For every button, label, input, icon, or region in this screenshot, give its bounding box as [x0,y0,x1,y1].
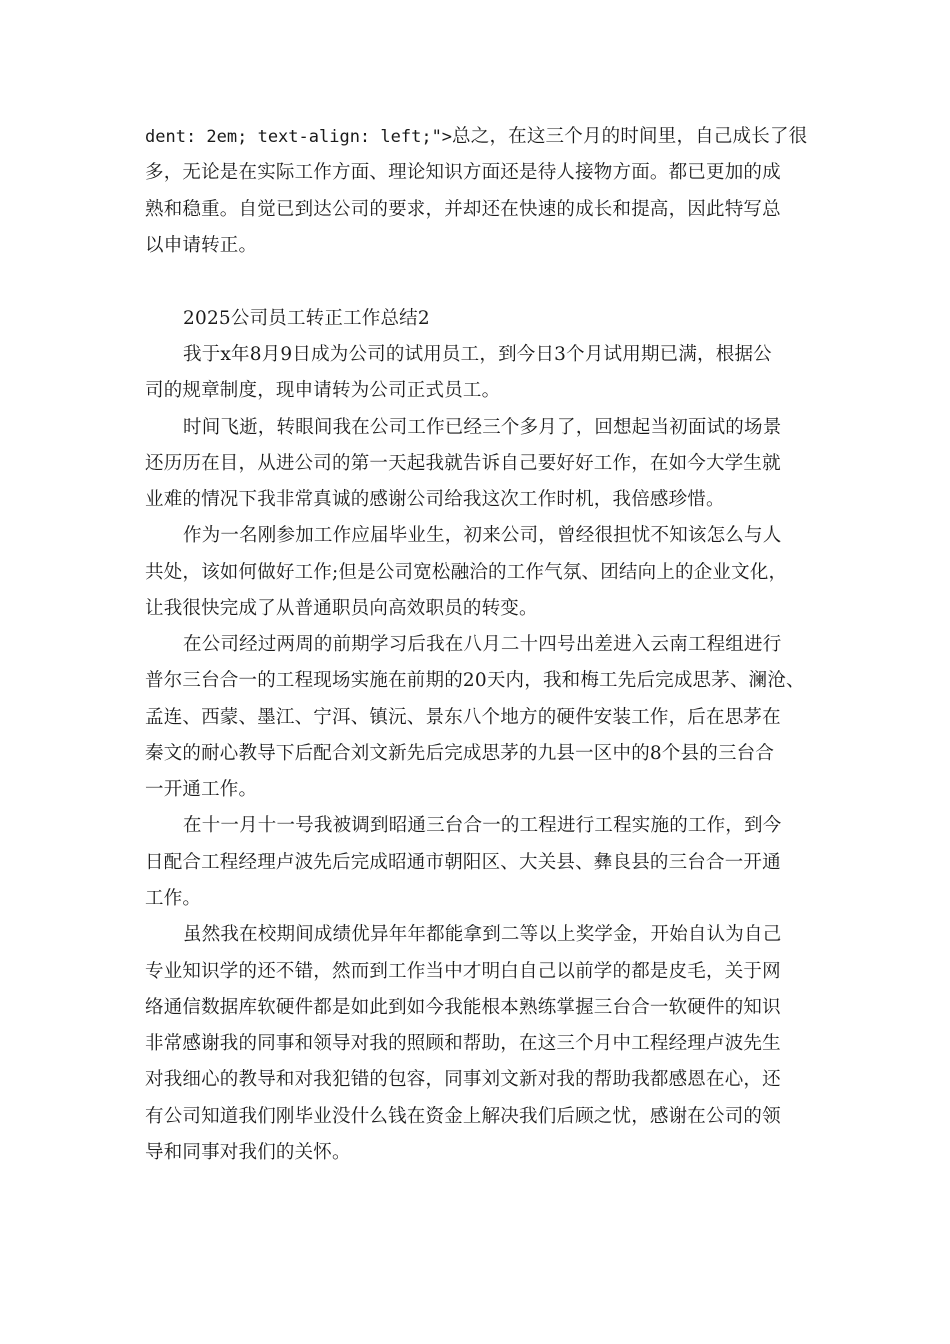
paragraph-line: 司的规章制度，现申请转为公司正式员工。 [145,380,501,401]
fragment-line-1 [145,125,807,149]
paragraph-line: 日配合工程经理卢波先后完成昭通市朝阳区、大关县、彝良县的三台合一开通 [145,852,781,873]
paragraph-line: 我于x年8月9日成为公司的试用员工，到今日3个月试用期已满，根据公 [183,344,772,365]
paragraph-line: 对我细心的教导和对我犯错的包容，同事刘文新对我的帮助我都感恩在心，还 [145,1069,781,1090]
fragment-text: 总之，在这三个月的时间里，自己成长了很 [452,126,808,147]
paragraph-line: 孟连、西蒙、墨江、宁洱、镇沅、景东八个地方的硬件安装工作，后在思茅在 [145,707,781,728]
paragraph-line: 让我很快完成了从普通职员向高效职员的转变。 [145,598,538,619]
fragment-line-4: 以申请转正。 [145,235,258,256]
paragraph-line: 导和同事对我们的关怀。 [145,1142,351,1163]
paragraph-line: 有公司知道我们刚毕业没什么钱在资金上解决我们后顾之忧，感谢在公司的领 [145,1106,781,1127]
paragraph-line: 在十一月十一号我被调到昭通三台合一的工程进行工程实施的工作，到今 [183,815,782,836]
paragraph-line: 工作。 [145,888,202,909]
paragraph-line: 作为一名刚参加工作应届毕业生，初来公司，曾经很担忧不知该怎么与人 [183,525,782,546]
paragraph-line: 非常感谢我的同事和领导对我的照顾和帮助，在这三个月中工程经理卢波先生 [145,1033,781,1054]
paragraph-line: 普尔三台合一的工程现场实施在前期的20天内，我和梅工先后完成思茅、澜沧、 [145,670,805,691]
paragraph-line: 秦文的耐心教导下后配合刘文新先后完成思茅的九县一区中的8个县的三台合 [145,743,775,764]
paragraph-line: 虽然我在校期间成绩优异年年都能拿到二等以上奖学金，开始自认为自己 [183,924,782,945]
fragment-line-3: 熟和稳重。自觉已到达公司的要求，并却还在快速的成长和提高，因此特写总 [145,199,781,220]
paragraph-line: 还历历在目，从进公司的第一天起我就告诉自己要好好工作，在如今大学生就 [145,453,781,474]
paragraph-line: 时间飞逝，转眼间我在公司工作已经三个多月了，回想起当初面试的场景 [183,417,782,438]
paragraph-line: 络通信数据库软硬件都是如此到如今我能根本熟练掌握三台合一软硬件的知识 [145,997,781,1018]
paragraph-line: 一开通工作。 [145,779,258,800]
paragraph-line: 专业知识学的还不错，然而到工作当中才明白自己以前学的都是皮毛，关于网 [145,961,781,982]
paragraph-line: 在公司经过两周的前期学习后我在八月二十四号出差进入云南工程组进行 [183,634,782,655]
section-title: 2025公司员工转正工作总结2 [183,308,430,329]
fragment-line-2: 多，无论是在实际工作方面、理论知识方面还是待人接物方面。都已更加的成 [145,162,781,183]
paragraph-line: 业难的情况下我非常真诚的感谢公司给我这次工作时机，我倍感珍惜。 [145,489,725,510]
paragraph-line: 共处，该如何做好工作;但是公司宽松融洽的工作气氛、团结向上的企业文化， [145,562,788,583]
code-fragment: dent: 2em; text-align: left;"> [145,127,453,147]
